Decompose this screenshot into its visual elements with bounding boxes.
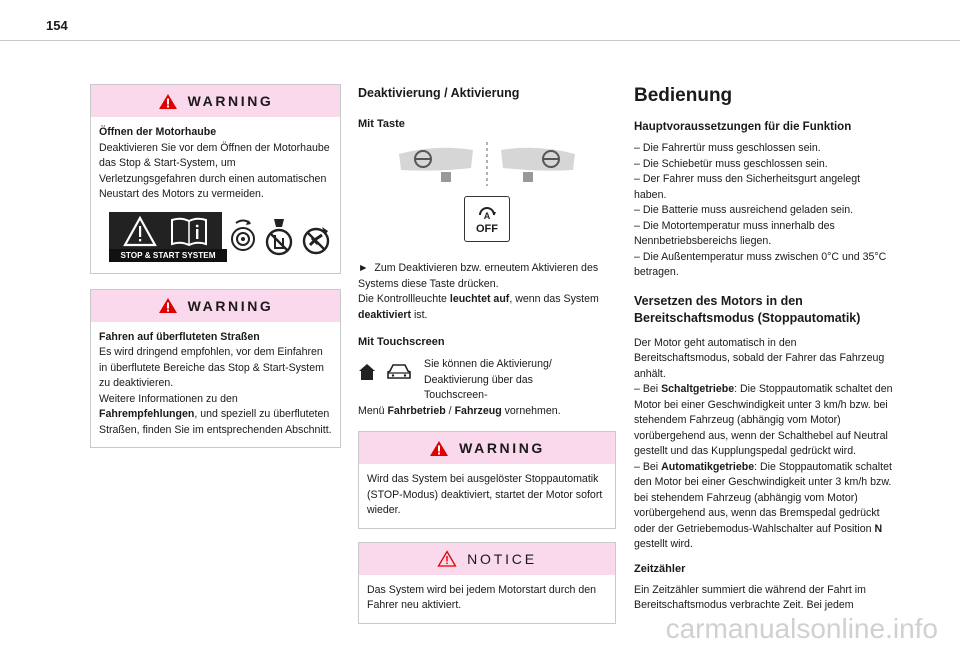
sub-heading-timer: Zeitzähler bbox=[634, 562, 686, 575]
condition-item: – Der Fahrer muss den Sicherheitsgurt angelegt haben. bbox=[634, 173, 861, 201]
sub-heading-conditions: Hauptvoraussetzungen für die Funktion bbox=[634, 121, 852, 133]
warning-title: Fahren auf überfluteten Straßen bbox=[99, 330, 260, 343]
text-fragment: , und speziell zu überfluteten Straßen, finden Sie im entsprechenden Abschnitt. bbox=[99, 408, 332, 436]
text-fragment: Die Kontrollleuchte bbox=[358, 293, 450, 305]
warning-body bbox=[91, 117, 340, 273]
standby-intro: Der Motor geht automatisch in den Bereitschaftsmodus, sobald der Fahrer das Fahrzeug anhält. bbox=[634, 336, 885, 380]
text-fragment: Schaltgetriebe bbox=[661, 383, 735, 395]
text-fragment: leuchtet auf bbox=[449, 293, 510, 305]
manual-book-icon bbox=[169, 216, 209, 248]
text-fragment: deaktiviert bbox=[358, 308, 411, 321]
warning-pictograms bbox=[99, 212, 332, 262]
text-fragment: Automatikgetriebe bbox=[661, 460, 755, 473]
text-fragment: gestellt wird. bbox=[634, 538, 693, 550]
touchscreen-row bbox=[358, 357, 616, 404]
hazard-icons bbox=[228, 217, 332, 257]
notice-box bbox=[358, 542, 616, 624]
lamp-info bbox=[358, 292, 616, 323]
stop-start-label: STOP & START SYSTEM bbox=[109, 249, 227, 262]
home-icon bbox=[358, 363, 376, 381]
text-fragment: – Bei bbox=[634, 383, 662, 395]
menu-vehicle: Fahrzeug bbox=[454, 404, 502, 417]
lhd-dashboard-icon bbox=[397, 142, 475, 182]
section-title: Bedienung bbox=[634, 85, 733, 106]
column-2 bbox=[358, 76, 616, 637]
fan-rotation-icon bbox=[228, 217, 258, 257]
auto-gearbox-text bbox=[634, 460, 894, 553]
text-fragment: , wenn das System bbox=[509, 293, 599, 305]
conditions-list bbox=[634, 141, 894, 281]
warning-triangle-icon bbox=[158, 93, 178, 110]
section-heading: Deaktivierung / Aktivierung bbox=[358, 86, 520, 100]
sub-heading-touchscreen: Mit Touchscreen bbox=[358, 336, 445, 348]
text-fragment: ist. bbox=[411, 308, 428, 321]
step-text: Zum Deaktivieren bzw. erneutem Aktivieren des Systems diese Taste drücken. bbox=[358, 262, 599, 290]
timer-text: Ein Zeitzähler summiert die während der Fahrt im Bereitschaftsmodus verbrachte Zeit. Bei jedem bbox=[634, 583, 866, 611]
text-fragment: / bbox=[445, 404, 455, 417]
notice-triangle-icon bbox=[437, 550, 457, 567]
warning-text: Es wird dringend empfohlen, vor dem Einfahren in überflutete Bereiche das Stop & Start-System zu deaktivieren. bbox=[99, 346, 324, 389]
warning-header bbox=[91, 85, 340, 117]
sub-heading-standby: Versetzen des Motors in den Bereitschaftsmodus (Stoppautomatik) bbox=[634, 293, 861, 325]
warning-text-more bbox=[99, 392, 332, 439]
condition-item: – Die Schiebetür muss geschlossen sein. bbox=[634, 157, 828, 170]
warning-header bbox=[91, 290, 340, 322]
watermark: carmanualsonline.info bbox=[665, 613, 938, 644]
vehicle-icon bbox=[386, 363, 412, 381]
touchscreen-icons bbox=[358, 363, 412, 381]
driving-advice-link-text: Fahrempfehlungen bbox=[99, 408, 195, 420]
sub-heading-button: Mit Taste bbox=[358, 118, 405, 130]
condition-item: – Die Fahrertür muss geschlossen sein. bbox=[634, 142, 821, 154]
text-fragment: Weitere Informationen zu den bbox=[99, 392, 238, 405]
warning-label: WARNING bbox=[459, 440, 545, 456]
text-fragment: : Die Stoppautomatik schaltet den Motor bei einer Geschwindigkeit unter 3 km/h bzw. bei stehendem Fahrzeug (abhängig vom Motor) vorübergehend aus, wenn das Bremspedal gedrückt oder der Getriebemodus-Wahlschalter auf Position bbox=[634, 460, 892, 535]
text-fragment: vornehmen. bbox=[501, 404, 561, 417]
notice-header bbox=[359, 543, 615, 575]
condition-item: – Die Außentemperatur muss zwischen 0°C und 35°C betragen. bbox=[634, 250, 887, 278]
warning-label: WARNING bbox=[187, 93, 274, 109]
stop-start-off-button[interactable] bbox=[464, 196, 510, 242]
warning-text: Deaktivieren Sie vor dem Öffnen der Motorhaube das Stop & Start-System, um Verletzungsgefahren durch einen automatischen Neustart des Motors zu vermeiden. bbox=[99, 141, 330, 200]
condition-item: – Die Motortemperatur muss innerhalb des Nennbetriebsbereichs liegen. bbox=[634, 219, 835, 247]
divider-dashed-icon bbox=[485, 142, 489, 186]
stop-start-pictogram bbox=[109, 212, 222, 262]
warning-text: Wird das System bei ausgelöster Stoppautomatik (STOP-Modus) deaktiviert, startet der Motor sofort wieder. bbox=[367, 473, 603, 516]
warning-box-stop-mode bbox=[358, 431, 616, 529]
warning-label: WARNING bbox=[187, 297, 274, 314]
notice-label: NOTICE bbox=[467, 550, 537, 567]
column-1 bbox=[90, 76, 341, 461]
no-hand-icon bbox=[262, 217, 296, 257]
no-fan-icon bbox=[300, 217, 332, 257]
menu-driving: Fahrbetrieb bbox=[387, 404, 446, 417]
warning-title: Öffnen der Motorhaube bbox=[99, 126, 217, 138]
auto-a-icon bbox=[476, 203, 498, 225]
warning-body bbox=[359, 464, 615, 528]
warning-header bbox=[359, 432, 615, 464]
warning-box-flooded bbox=[90, 289, 341, 449]
dashboard-illustration bbox=[358, 142, 616, 186]
warning-box-hood bbox=[90, 84, 341, 274]
warning-body bbox=[91, 322, 340, 448]
caution-triangle-icon bbox=[123, 216, 157, 248]
rhd-dashboard-icon bbox=[499, 142, 577, 182]
svg-text:A: A bbox=[483, 211, 491, 221]
touchscreen-text: Sie können die Aktivierung/ Deaktivierung über das Touchscreen- bbox=[424, 358, 552, 401]
warning-triangle-icon bbox=[158, 297, 178, 314]
manual-gearbox-text bbox=[634, 382, 894, 460]
condition-item: – Die Batterie muss ausreichend geladen sein. bbox=[634, 204, 854, 216]
notice-text: Das System wird bei jedem Motorstart durch den Fahrer neu aktiviert. bbox=[367, 583, 597, 611]
notice-body bbox=[359, 575, 615, 623]
step-arrow: ► bbox=[358, 262, 369, 274]
text-fragment: Menü bbox=[358, 404, 388, 417]
text-fragment: N bbox=[874, 522, 883, 535]
off-button-label: OFF bbox=[476, 223, 498, 235]
column-3 bbox=[634, 76, 894, 614]
page-number: 154 bbox=[46, 18, 68, 33]
text-fragment: : Die Stoppautomatik schaltet den Motor bei einer Geschwindigkeit unter 3 km/h bzw. bei stehendem Fahrzeug (abhängig vom Motor) vorübergehend aus, wenn der Schalthebel auf Neutral gestellt und das Kupplungspedal gedrückt wird. bbox=[634, 383, 893, 457]
text-fragment: – Bei bbox=[634, 460, 662, 473]
touchscreen-menu bbox=[358, 404, 616, 420]
header-rule bbox=[0, 40, 960, 41]
warning-triangle-icon bbox=[429, 440, 449, 457]
step-instruction bbox=[358, 261, 616, 292]
